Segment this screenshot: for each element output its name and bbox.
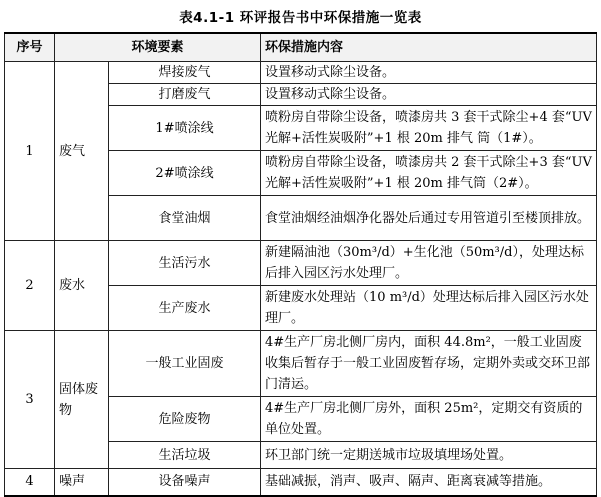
factor-cell: 2#喷涂线 — [109, 151, 261, 196]
factor-cell: 1#喷涂线 — [109, 106, 261, 151]
table-row — [5, 241, 597, 286]
factor-cell: 危险废物 — [109, 397, 261, 442]
table-title: 表4.1-1 环评报告书中环保措施一览表 — [179, 10, 422, 26]
header-measures: 环保措施内容 — [261, 33, 597, 62]
factor-cell: 打磨废气 — [109, 84, 261, 106]
group-number: 3 — [5, 331, 55, 469]
table-row — [5, 331, 597, 397]
header-no: 序号 — [5, 33, 55, 62]
group-category: 废气 — [55, 62, 109, 241]
header-row — [5, 33, 597, 62]
factor-cell: 生产废水 — [109, 286, 261, 331]
group-category: 噪声 — [55, 469, 109, 496]
measure-cell: 喷粉房自带除尘设备，喷漆房共 3 套干式除尘+4 套“UV 光解+活性炭吸附”+1 根 20m 排气 筒（1#）。 — [261, 106, 597, 151]
factor-cell: 设备噪声 — [109, 469, 261, 496]
measure-cell: 4#生产厂房北侧厂房外，面积 25m²，定期交有资质的单位处置。 — [261, 397, 597, 442]
group-category: 固体废物 — [55, 331, 109, 469]
factor-cell: 焊接废气 — [109, 62, 261, 84]
factor-cell: 食堂油烟 — [109, 196, 261, 241]
group-category: 废水 — [55, 241, 109, 331]
measure-cell: 设置移动式除尘设备。 — [261, 84, 597, 106]
measure-cell: 环卫部门统一定期送城市垃圾填埋场处置。 — [261, 442, 597, 469]
group-number: 1 — [5, 62, 55, 241]
group-number: 4 — [5, 469, 55, 496]
environmental-measures-table — [4, 32, 597, 497]
group-number: 2 — [5, 241, 55, 331]
measure-cell: 基础减振，消声、吸声、隔声、距离衰减等措施。 — [261, 469, 597, 496]
measure-cell: 新建废水处理站（10 m³/d）处理达标后排入园区污水处理厂。 — [261, 286, 597, 331]
factor-cell: 生活污水 — [109, 241, 261, 286]
factor-cell: 一般工业固废 — [109, 331, 261, 397]
header-factor: 环境要素 — [55, 33, 261, 62]
measure-cell: 喷粉房自带除尘设备，喷漆房共 2 套干式除尘+3 套“UV 光解+活性炭吸附”+1 根 20m 排气筒（2#）。 — [261, 151, 597, 196]
table-row — [5, 62, 597, 84]
factor-cell: 生活垃圾 — [109, 442, 261, 469]
measure-cell: 4#生产厂房北侧厂房内，面积 44.8m²，一般工业固废收集后暂存于一般工业固废暂存场，定期外卖或交环卫部门清运。 — [261, 331, 597, 397]
measure-cell: 食堂油烟经油烟净化器处后通过专用管道引至楼顶排放。 — [261, 196, 597, 241]
table-row — [5, 469, 597, 496]
measure-cell: 设置移动式除尘设备。 — [261, 62, 597, 84]
measure-cell: 新建隔油池（30m³/d）+生化池（50m³/d），处理达标后排入园区污水处理厂。 — [261, 241, 597, 286]
